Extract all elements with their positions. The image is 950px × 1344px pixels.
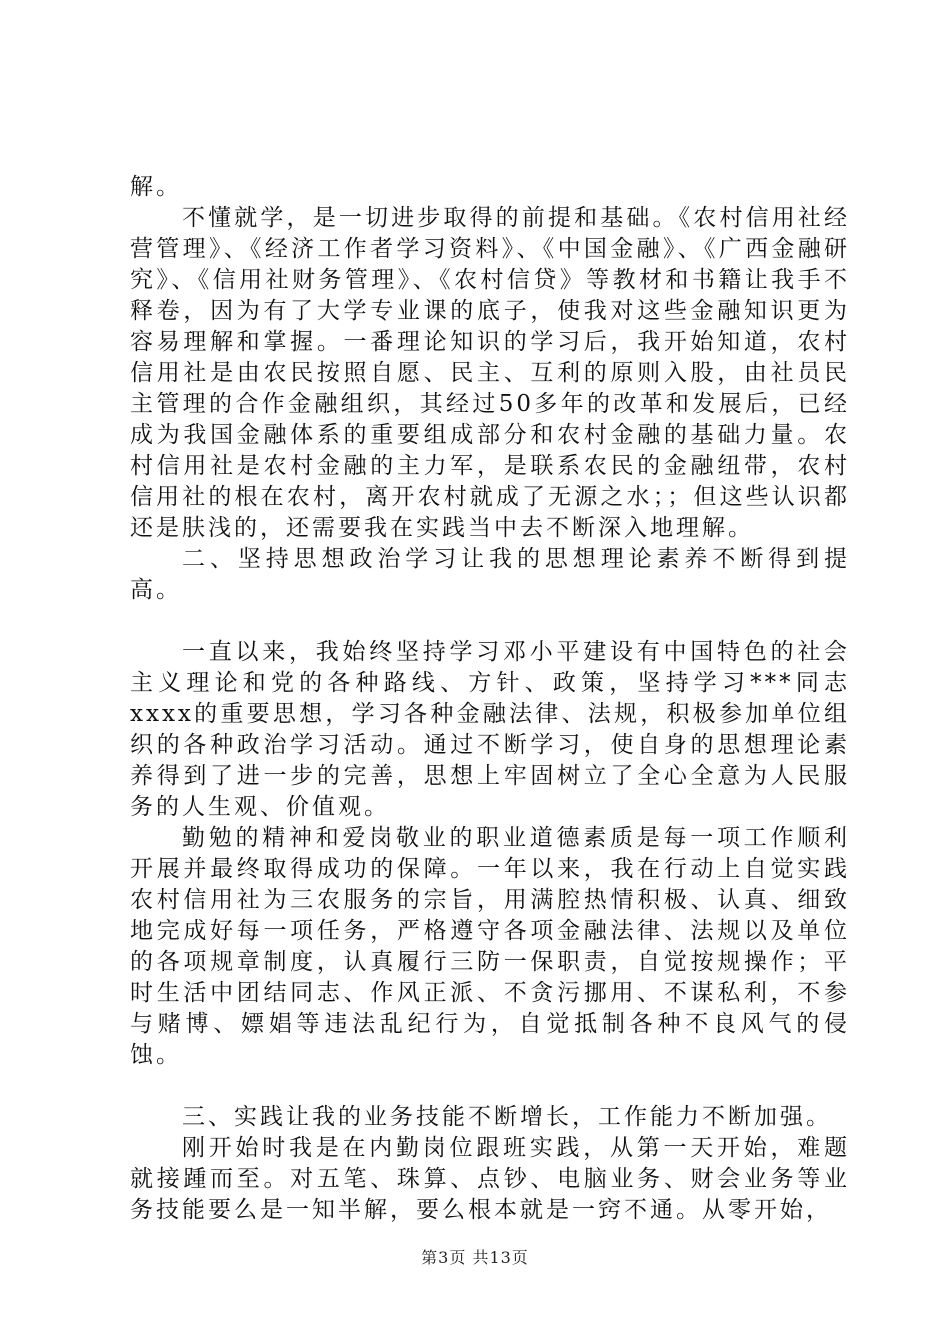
paragraph-continuation: 解。 <box>130 174 182 200</box>
paragraph-work-ethic: 勤勉的精神和爱岗敬业的职业道德素质是每一项工作顺利开展并最终取得成功的保障。一年以来，我在行动上自觉实践农村信用社为三农服务的宗旨，用满腔热情积极、认真、细致地完成好每一项任务，严格遵守各项金融法律、法规以及单位的各项规章制度，认真履行三防一保职责，自觉按规操作；平时生活中团结同志、作风正派、不贪污挪用、不谋私利，不参与赌博、嫖娼等违法乱纪行为，自觉抵制各种不良风气的侵蚀。 <box>130 825 850 1068</box>
paragraph-political-study: 一直以来，我始终坚持学习邓小平建设有中国特色的社会主义理论和党的各种路线、方针、政策，坚持学习***同志xxxx的重要思想，学习各种金融法律、法规，积极参加单位组织的各种政治学习活动。通过不断学习，使自身的思想理论素养得到了进一步的完善，思想上牢固树立了全心全意为人民服务的人生观、价值观。 <box>130 639 850 820</box>
paragraph-learning: 不懂就学，是一切进步取得的前提和基础。《农村信用社经营管理》、《经济工作者学习资料》、《中国金融》、《广西金融研究》、《信用社财务管理》、《农村信贷》等教材和书籍让我手不释卷，因为有了大学专业课的底子，使我对这些金融知识更为容易理解和掌握。一番理论知识的学习后，我开始知道，农村信用社是由农民按照自愿、民主、互利的原则入股，由社员民主管理的合作金融组织，其经过50多年的改革和发展后，已经成为我国金融体系的重要组成部分和农村金融的基础力量。农村信用社是农村金融的主力军，是联系农民的金融纽带，农村信用社的根在农村，离开农村就成了无源之水；；但这些认识都还是肤浅的，还需要我在实践当中去不断深入地理解。 <box>130 205 850 541</box>
paragraph-practice: 刚开始时我是在内勤岗位跟班实践，从第一天开始，难题就接踵而至。对五笔、珠算、点钞、电脑业务、财会业务等业务技能要么是一知半解，要么根本就是一窍不通。从零开始， <box>130 1135 850 1223</box>
section-heading-3: 三、实践让我的业务技能不断增长，工作能力不断加强。 <box>182 1104 832 1130</box>
document-body <box>130 172 850 1226</box>
section-heading-2: 二、坚持思想政治学习让我的思想理论素养不断得到提高。 <box>130 546 850 603</box>
page-number: 第3页 共13页 <box>421 1248 529 1267</box>
